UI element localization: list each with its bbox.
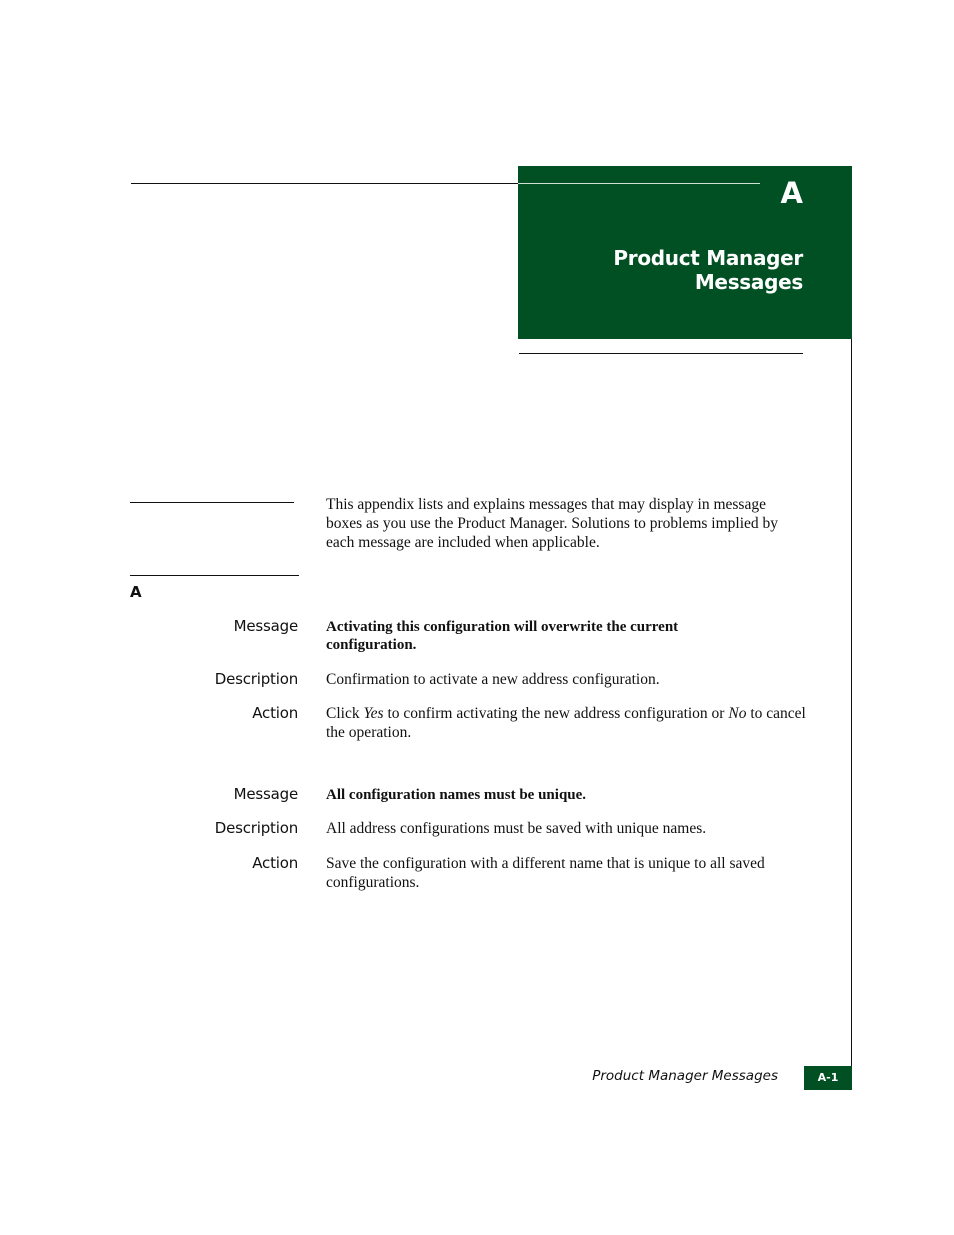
running-footer-title: Product Manager Messages: [592, 1068, 778, 1084]
chapter-banner: [518, 166, 852, 339]
message-label: Message: [233, 617, 298, 635]
section-rule: [130, 575, 299, 576]
action-text: [326, 704, 806, 742]
message-label: Message: [233, 785, 298, 803]
message-text: Activating this configuration will overwrite the current configuration.: [326, 619, 679, 653]
description-label: Description: [214, 670, 298, 688]
action-text-part: Click: [326, 705, 364, 722]
action-label: Action: [252, 704, 298, 722]
action-text: Save the configuration with a different name that is unique to all saved configurations.: [326, 855, 765, 891]
section-heading: A: [130, 583, 142, 601]
action-text-emphasis: Yes: [363, 705, 384, 722]
chapter-title-line2: Messages: [694, 270, 803, 294]
action-text-part: to confirm activating the new address configuration or: [383, 705, 729, 722]
banner-rule: [518, 183, 760, 184]
description-text: Confirmation to activate a new address configuration.: [326, 671, 660, 688]
action-label: Action: [252, 854, 298, 872]
chapter-letter: A: [780, 176, 803, 210]
action-text-emphasis: No: [728, 705, 747, 722]
description-label: Description: [214, 819, 298, 837]
action-text-part: to cancel the operation.: [326, 705, 806, 741]
intro-paragraph: This appendix lists and explains messages that may display in message boxes as you use the Product Manager. Solutions to problems implied by each message are included when applicable.: [326, 496, 779, 551]
description-text: All address configurations must be saved with unique names.: [326, 820, 707, 837]
margin-rule: [851, 339, 852, 1089]
intro-rule: [130, 502, 294, 503]
chapter-title: [613, 246, 803, 294]
message-text: All configuration names must be unique.: [326, 787, 587, 803]
title-underline: [519, 353, 803, 354]
chapter-title-line1: Product Manager: [613, 246, 803, 270]
page-number: A-1: [804, 1066, 852, 1090]
